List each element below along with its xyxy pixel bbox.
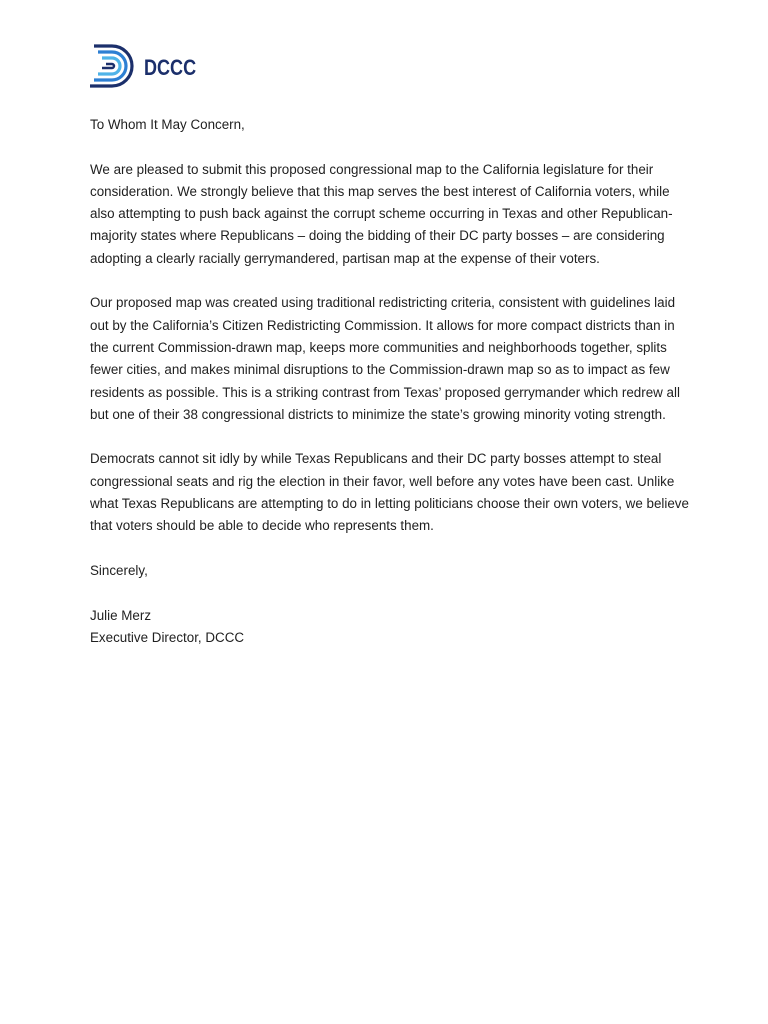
dccc-logo <box>88 42 208 90</box>
signer-title: Executive Director, DCCC <box>90 629 245 645</box>
salutation: To Whom It May Concern, <box>90 117 245 132</box>
signer-name: Julie Merz <box>90 607 152 623</box>
letter-body <box>90 114 690 649</box>
dccc-d-stripes-icon <box>88 42 138 90</box>
closing: Sincerely, <box>90 562 148 578</box>
paragraph-3: Democrats cannot sit idly by while Texas Republicans and their DC party bosses attempt to steal congressional seats and rig the election in their favor, well before any votes have been cast. Unlike what Texas Republicans are attempting to do in letting politicians choose their own voters, we believe that voters should be able to decide who represents them. <box>90 451 689 534</box>
logo-text: DCCC <box>144 55 197 80</box>
paragraph-1: We are pleased to submit this proposed congressional map to the California legislature for their consideration. We strongly believe that this map serves the best interest of California voters, while also attempting to push back against the corrupt scheme occurring in Texas and other Republican-majority states where Republicans – doing the bidding of their DC party bosses – are considering adopting a clearly racially gerrymandered, partisan map at the expense of their voters. <box>90 161 673 266</box>
paragraph-2: Our proposed map was created using traditional redistricting criteria, consistent with guidelines laid out by the California’s Citizen Redistricting Commission. It allows for more compact districts than in the current Commission-drawn map, keeps more communities and neighborhoods together, splits fewer cities, and makes minimal disruptions to the Commission-drawn map so as to impact as few residents as possible. This is a striking contrast from Texas’ proposed gerrymander which redrew all but one of their 38 congressional districts to minimize the state’s growing minority voting strength. <box>90 295 680 422</box>
